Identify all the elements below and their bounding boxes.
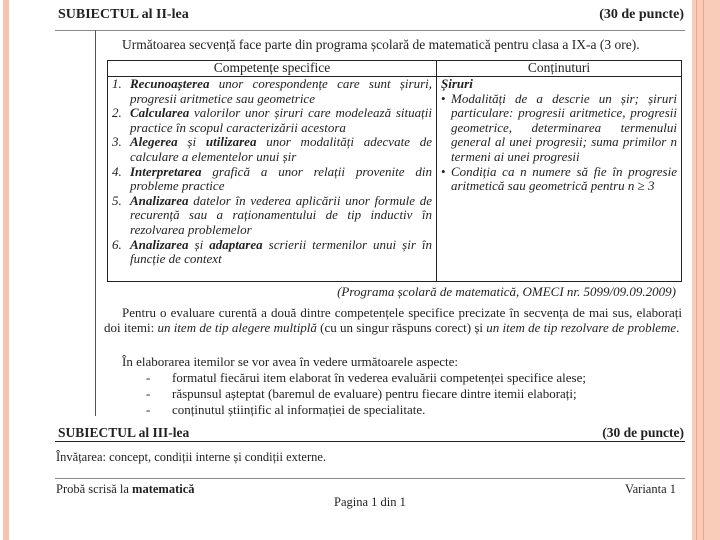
footer-variant: Varianta 1 bbox=[624, 482, 676, 496]
competence-item bbox=[112, 77, 432, 106]
right-border-stripe bbox=[692, 0, 720, 540]
footer-subject: matematică bbox=[132, 482, 195, 496]
competence-text: datelor în vederea aplicării unor formule de recurență sau a raționamentului de tip inductiv în rezolvarea problemelor bbox=[130, 192, 432, 237]
competence-number: 5. bbox=[112, 192, 122, 208]
aspect-dash: - bbox=[146, 370, 151, 385]
task-item-type: un item de tip rezolvare de probleme bbox=[486, 319, 677, 335]
intro-text: Următoarea secvență face parte din programa școlară de matematică pentru clasa a IX-a (3 ore). bbox=[122, 37, 640, 52]
competence-verb: Analizarea bbox=[130, 192, 189, 208]
task-paragraph bbox=[104, 306, 682, 335]
subject3-points: (30 de puncte) bbox=[602, 425, 684, 440]
task-text: . bbox=[676, 319, 680, 335]
contents-cell bbox=[437, 77, 682, 282]
contents-title: Șiruri bbox=[441, 76, 473, 91]
aspect-item: conținutul științific al informației de specialitate. bbox=[172, 402, 426, 417]
competence-text: valorilor unor șiruri care modelează situații practice în scopul caracterizării acestora bbox=[130, 105, 432, 135]
competence-number: 4. bbox=[112, 163, 122, 179]
subject2-points: (30 de puncte) bbox=[599, 7, 684, 22]
competence-verb: Analizarea bbox=[130, 236, 189, 252]
aspect-dash: - bbox=[146, 402, 151, 417]
competence-text: unor corespondențe care sunt șiruri, progresii aritmetice sau geometrice bbox=[130, 76, 432, 106]
task-text: (cu un singur răspuns corect) și bbox=[316, 319, 487, 335]
aspect-item: formatul fiecărui item elaborat în vederea evaluării competenței specifice alese; bbox=[172, 370, 586, 385]
competence-verb: adaptarea bbox=[209, 236, 263, 252]
competence-text: și bbox=[177, 134, 206, 150]
competence-verb: Alegerea bbox=[130, 134, 178, 150]
competence-number: 3. bbox=[112, 134, 122, 150]
footer-divider bbox=[55, 478, 685, 479]
content-item: • Condiția ca n numere să fie în progresie aritmetică sau geometrică pentru n ≥ 3 bbox=[441, 165, 677, 194]
content-item: • Modalități de a descrie un șir; șiruri particulare: progresii aritmetice, progresii geometrice, determinarea termenului general al unei progresii; suma primilor n termeni ai unei progresii bbox=[441, 92, 677, 165]
curriculum-table bbox=[107, 60, 682, 282]
page-number: Pagina 1 din 1 bbox=[334, 495, 406, 509]
subject2-title: SUBIECTUL al II-lea bbox=[58, 7, 189, 22]
aspect-dash: - bbox=[146, 386, 151, 401]
competence-number: 2. bbox=[112, 105, 122, 121]
subject3-text: Învățarea: concept, condiții interne și condiții externe. bbox=[56, 450, 327, 464]
left-border-stripe bbox=[3, 0, 9, 540]
citation: (Programa școlară de matematică, OMECI nr. 5099/09.09.2009) bbox=[337, 284, 676, 299]
task-aspects-intro: În elaborarea itemilor se vor avea în vedere următoarele aspecte: bbox=[122, 354, 459, 369]
footer-left bbox=[56, 482, 195, 497]
competence-verb: Interpretarea bbox=[130, 163, 202, 179]
competences-cell bbox=[108, 77, 437, 282]
competence-item bbox=[112, 238, 432, 267]
competence-text: grafică a unor relații provenite din probleme practice bbox=[130, 163, 432, 194]
competence-item bbox=[112, 135, 432, 164]
task-item-type: un item de tip alegere multiplă bbox=[157, 319, 317, 335]
header-competences: Competențe specifice bbox=[108, 61, 437, 77]
competence-verb: Recunoașterea bbox=[130, 76, 210, 91]
competence-number: 6. bbox=[112, 236, 122, 252]
subject3-title: SUBIECTUL al III-lea bbox=[58, 425, 190, 440]
competence-verb: Calcularea bbox=[130, 105, 190, 121]
divider bbox=[55, 30, 685, 31]
competence-text: și bbox=[188, 236, 210, 252]
competence-number: 1. bbox=[112, 76, 122, 91]
subject3-underline bbox=[55, 441, 685, 442]
competence-text: scrierii termenilor unui șir în funcție de context bbox=[130, 236, 433, 267]
task-text: Pentru o evaluare curentă a două dintre competențele specifice precizate în secvența de mai sus, elaborați doi itemi: bbox=[104, 305, 682, 335]
aspect-item: răspunsul așteptat (baremul de evaluare) pentru fiecare dintre itemii elaborați; bbox=[172, 386, 577, 401]
competence-item bbox=[112, 106, 432, 135]
competence-verb: utilizarea bbox=[205, 134, 257, 150]
header-contents: Conținuturi bbox=[437, 61, 682, 77]
competence-item bbox=[112, 194, 432, 238]
footer-exam-label: Probă scrisă la bbox=[56, 482, 133, 496]
competence-text: unor modalități adecvate de calculare a elementelor unui șir bbox=[130, 134, 433, 164]
margin-line bbox=[95, 30, 96, 416]
competence-item bbox=[112, 165, 432, 194]
